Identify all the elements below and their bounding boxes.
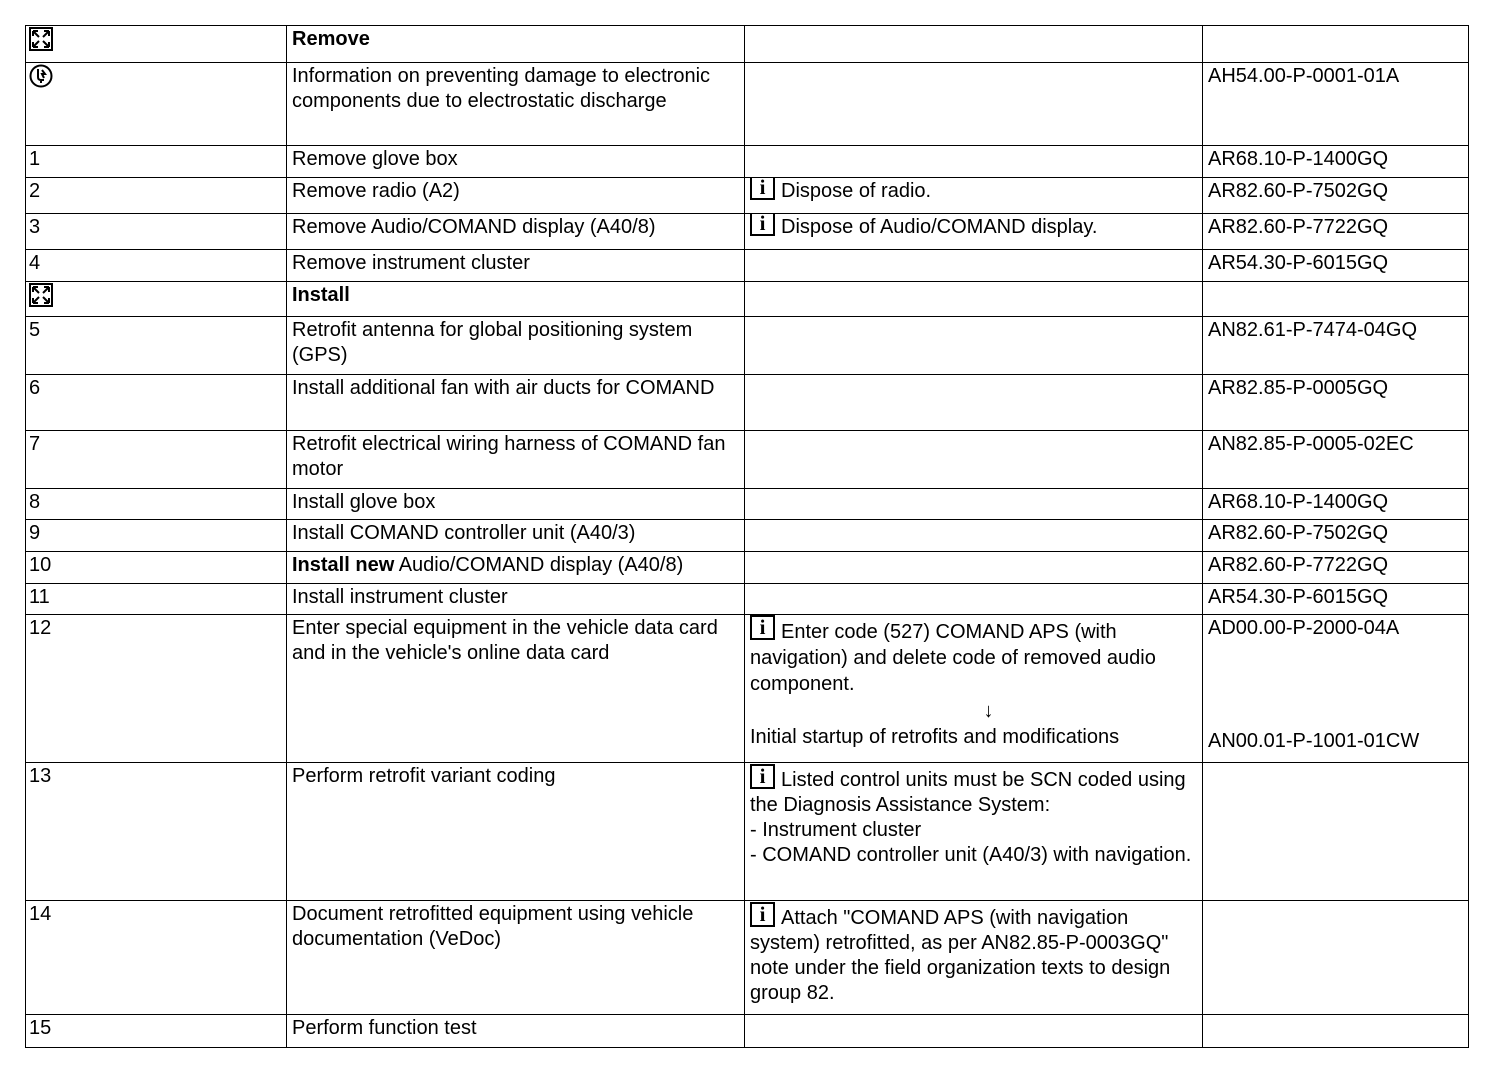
expand-arrows-icon <box>29 27 53 51</box>
note-text: Enter code (527) COMAND APS (with navigation) and delete code of removed audio component. <box>750 621 1156 695</box>
task-text: Perform function test <box>287 1015 745 1048</box>
reference-link[interactable]: AR68.10-P-1400GQ <box>1203 146 1469 178</box>
reference-link[interactable]: AR82.60-P-7722GQ <box>1203 552 1469 584</box>
task-text <box>287 552 745 584</box>
task-text: Remove Audio/COMAND display (A40/8) <box>287 214 745 250</box>
info-icon: i <box>750 902 775 927</box>
task-text: Enter special equipment in the vehicle data card and in the vehicle's online data card <box>287 615 745 763</box>
table-row <box>26 375 1469 431</box>
table-row <box>26 489 1469 520</box>
reference-link[interactable]: AN82.85-P-0005-02EC <box>1203 431 1469 489</box>
info-icon: i <box>750 214 775 237</box>
task-text: Install instrument cluster <box>287 584 745 615</box>
task-text-emphasis: Install new <box>292 554 395 576</box>
reference-link[interactable]: AD00.00-P-2000-04A <box>1208 617 1400 639</box>
step-number: 9 <box>26 520 287 552</box>
task-text: Remove radio (A2) <box>287 178 745 214</box>
step-number: 1 <box>26 146 287 178</box>
task-text: Install COMAND controller unit (A40/3) <box>287 520 745 552</box>
table-row <box>26 763 1469 901</box>
task-text: Install additional fan with air ducts for COMAND <box>287 375 745 431</box>
note-text: - COMAND controller unit (A40/3) with navigation. <box>750 844 1192 866</box>
step-number: 13 <box>26 763 287 901</box>
table-row <box>26 250 1469 282</box>
table-row <box>26 615 1469 763</box>
down-arrow-icon: ↓ <box>983 700 994 722</box>
reference-link[interactable]: AR68.10-P-1400GQ <box>1203 489 1469 520</box>
note-text: Attach "COMAND APS (with navigation system) retrofitted, as per AN82.85-P-0003GQ" note under the field organization texts to design group 82. <box>750 907 1171 1004</box>
step-number: 5 <box>26 317 287 375</box>
procedure-table <box>25 25 1469 1048</box>
table-row <box>26 26 1469 63</box>
step-number: 6 <box>26 375 287 431</box>
table-row <box>26 282 1469 317</box>
step-number: 12 <box>26 615 287 763</box>
table-row <box>26 901 1469 1015</box>
step-number: 15 <box>26 1015 287 1048</box>
note-text: Initial startup of retrofits and modifications <box>750 726 1120 748</box>
step-number: 2 <box>26 178 287 214</box>
table-row <box>26 146 1469 178</box>
table-row <box>26 520 1469 552</box>
task-text: Document retrofitted equipment using vehicle documentation (VeDoc) <box>287 901 745 1015</box>
reference-link[interactable]: AH54.00-P-0001-01A <box>1203 63 1469 146</box>
reference-link[interactable]: AR54.30-P-6015GQ <box>1203 584 1469 615</box>
section-title: Install <box>287 282 745 317</box>
task-text: Retrofit antenna for global positioning system (GPS) <box>287 317 745 375</box>
table-row <box>26 214 1469 250</box>
task-text: Install glove box <box>287 489 745 520</box>
task-text: Information on preventing damage to electronic components due to electrostatic discharge <box>287 63 745 146</box>
task-text: Remove instrument cluster <box>287 250 745 282</box>
task-text: Retrofit electrical wiring harness of COMAND fan motor <box>287 431 745 489</box>
expand-arrows-icon <box>29 283 53 307</box>
note-text: Dispose of Audio/COMAND display. <box>781 216 1098 238</box>
note-text: - Instrument cluster <box>750 819 922 841</box>
table-row <box>26 178 1469 214</box>
reference-link[interactable]: AR82.60-P-7502GQ <box>1203 520 1469 552</box>
reference-link[interactable]: AR54.30-P-6015GQ <box>1203 250 1469 282</box>
note-text: Listed control units must be SCN coded using the Diagnosis Assistance System: <box>750 769 1186 816</box>
step-number: 4 <box>26 250 287 282</box>
task-text: Remove glove box <box>287 146 745 178</box>
table-row <box>26 552 1469 584</box>
step-number: 3 <box>26 214 287 250</box>
reference-link[interactable]: AR82.60-P-7502GQ <box>1203 178 1469 214</box>
step-number: 7 <box>26 431 287 489</box>
table-row <box>26 317 1469 375</box>
section-title: Remove <box>287 26 745 63</box>
note-text: Dispose of radio. <box>781 180 932 202</box>
task-text: Perform retrofit variant coding <box>287 763 745 901</box>
table-row <box>26 431 1469 489</box>
table-row <box>26 63 1469 146</box>
table-row <box>26 584 1469 615</box>
reference-link[interactable]: AR82.60-P-7722GQ <box>1203 214 1469 250</box>
step-number: 14 <box>26 901 287 1015</box>
info-icon: i <box>750 178 775 201</box>
esd-warning-icon <box>29 64 53 88</box>
info-icon: i <box>750 764 775 789</box>
info-icon: i <box>750 615 775 640</box>
table-row <box>26 1015 1469 1048</box>
step-number: 10 <box>26 552 287 584</box>
reference-link[interactable]: AR82.85-P-0005GQ <box>1203 375 1469 431</box>
reference-link[interactable]: AN00.01-P-1001-01CW <box>1208 730 1420 752</box>
reference-link[interactable]: AN82.61-P-7474-04GQ <box>1203 317 1469 375</box>
step-number: 8 <box>26 489 287 520</box>
task-text-rest: Audio/COMAND display (A40/8) <box>394 554 684 576</box>
step-number: 11 <box>26 584 287 615</box>
